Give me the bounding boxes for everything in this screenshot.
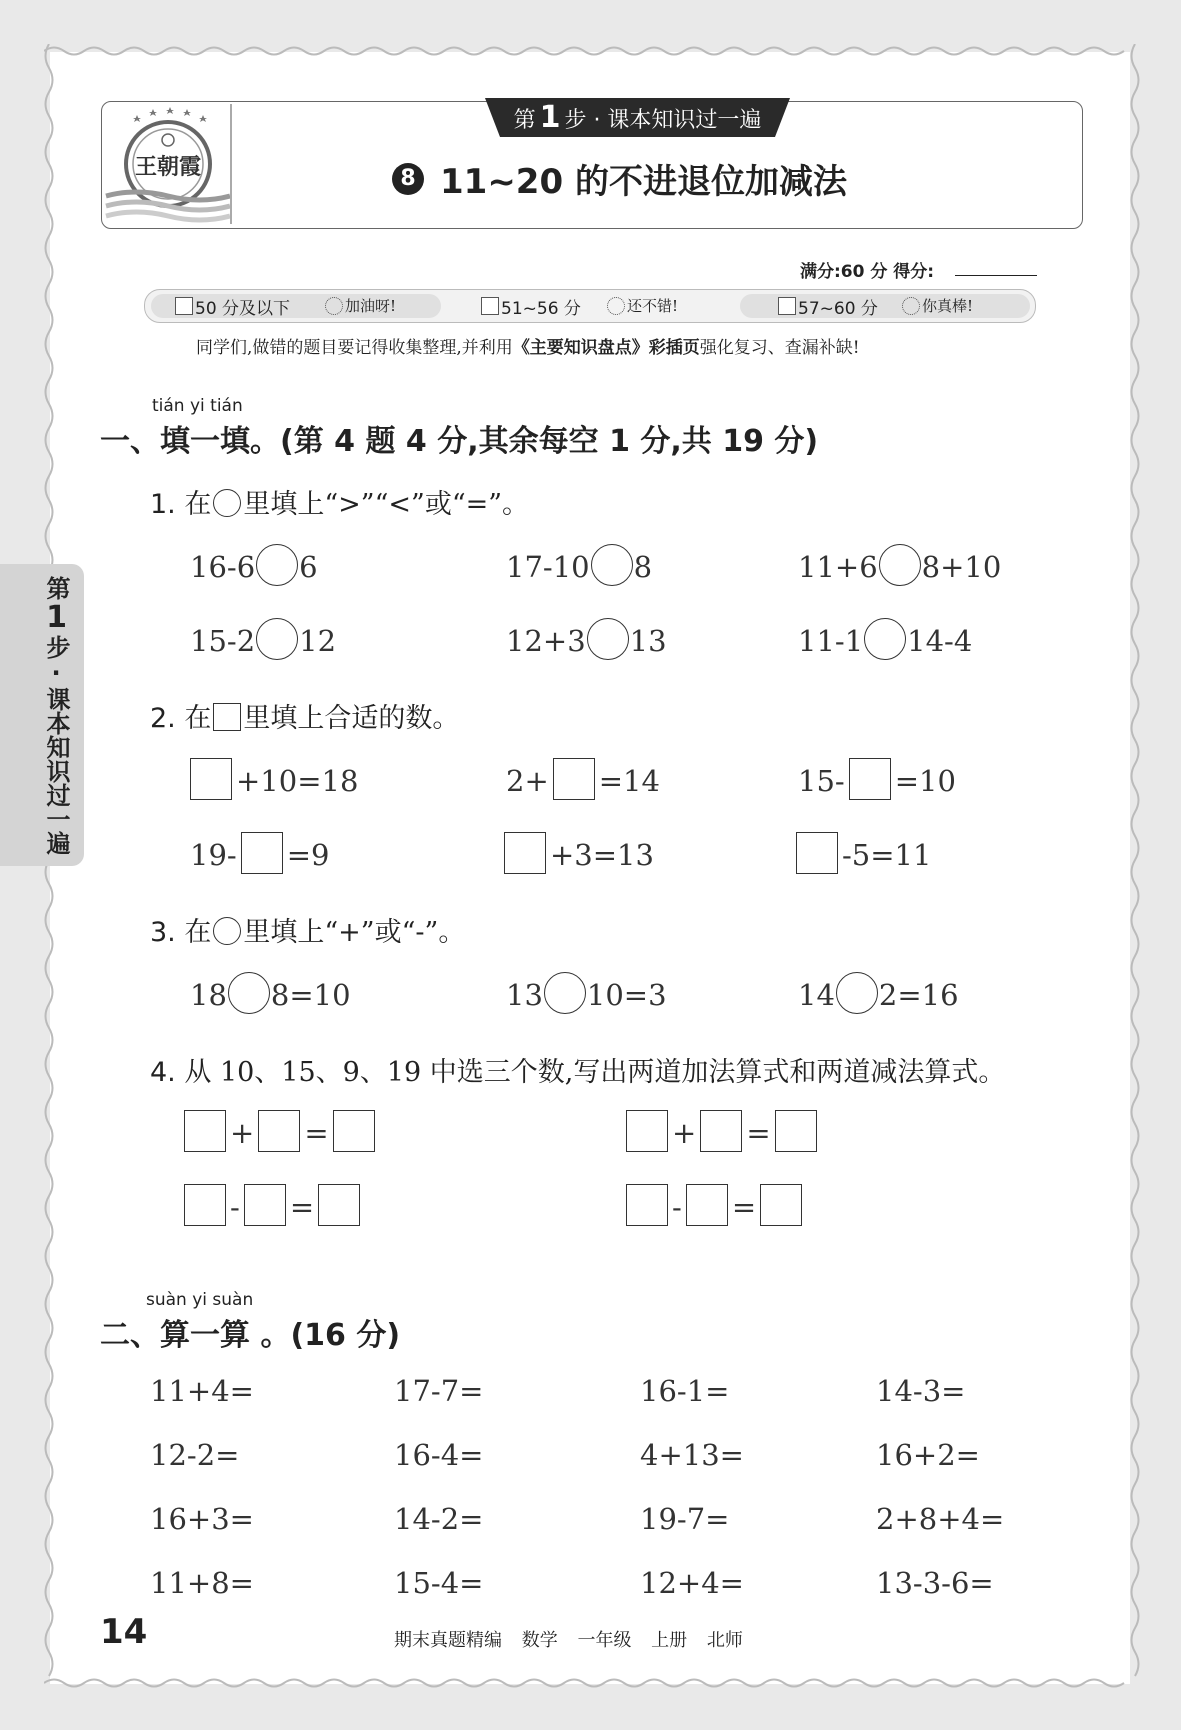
answer-box[interactable] [686, 1184, 728, 1226]
answer-circle[interactable] [228, 972, 270, 1014]
calc-item: 13-3-6= [876, 1566, 994, 1600]
q3-item-2: 13 10=3 [506, 976, 667, 1018]
answer-circle[interactable] [864, 618, 906, 660]
answer-box[interactable] [258, 1110, 300, 1152]
footer-text: 期末真题精编 数学 一年级 上册 北师 [394, 1630, 743, 1651]
circle-icon [213, 489, 241, 517]
rating-range-3: 57~60 分 [798, 299, 878, 319]
calc-item: 14-3= [876, 1374, 966, 1408]
calc-item: 15-4= [394, 1566, 484, 1600]
calc-item: 4+13= [640, 1438, 744, 1472]
q2-item-1: +10=18 [186, 762, 358, 804]
answer-box[interactable] [318, 1184, 360, 1226]
smiley-icon [902, 297, 920, 315]
answer-box[interactable] [241, 832, 283, 874]
calc-item: 16-1= [640, 1374, 730, 1408]
calc-item: 12+4= [640, 1566, 744, 1600]
answer-box[interactable] [333, 1110, 375, 1152]
q2-item-2: 2+ =14 [506, 762, 660, 804]
answer-box[interactable] [760, 1184, 802, 1226]
q2-item-3: 15- =10 [798, 762, 956, 804]
calc-item: 16-4= [394, 1438, 484, 1472]
q2-item-6: -5=11 [792, 836, 931, 878]
calc-item: 11+4= [150, 1374, 254, 1408]
answer-circle[interactable] [544, 972, 586, 1014]
logo-text: 王朝霞 [134, 154, 202, 180]
q1-item-3: 11+6 8+10 [798, 548, 1001, 590]
q2-item-4: 19- =9 [190, 836, 329, 878]
square-icon [213, 703, 241, 731]
rating-bar [144, 289, 1036, 323]
section-2-pinyin: suàn yi suàn [146, 1290, 254, 1310]
answer-box[interactable] [244, 1184, 286, 1226]
wavy-border-left [42, 44, 56, 1690]
rating-checkbox-1[interactable] [175, 297, 193, 315]
page-title: 11~20 的不进退位加减法 [440, 162, 847, 202]
smiley-icon [607, 297, 625, 315]
calc-item: 12-2= [150, 1438, 240, 1472]
answer-circle[interactable] [256, 618, 298, 660]
calc-item: 19-7= [640, 1502, 730, 1536]
rating-comment-1: 加油呀! [345, 297, 397, 315]
section-2-title: 二、算一算 。(16 分) [100, 1318, 401, 1353]
q3-item-3: 14 2=16 [798, 976, 959, 1018]
rating-comment-2: 还不错! [627, 297, 679, 315]
question-3: 3. 在 里填上“+”或“-”。 [150, 917, 466, 948]
header-divider [230, 104, 232, 224]
answer-box[interactable] [700, 1110, 742, 1152]
section-1-title: 一、填一填。(第 4 题 4 分,其余每空 1 分,共 19 分) [100, 424, 819, 459]
answer-circle[interactable] [836, 972, 878, 1014]
q1-item-6: 11-1 14-4 [798, 622, 972, 664]
calc-item: 16+3= [150, 1502, 254, 1536]
q2-item-5: +3=13 [500, 836, 654, 878]
wavy-border-bottom [44, 1676, 1136, 1690]
answer-circle[interactable] [591, 544, 633, 586]
answer-box[interactable] [190, 758, 232, 800]
q4-addition-2: + = [622, 1114, 821, 1156]
answer-circle[interactable] [256, 544, 298, 586]
rating-checkbox-2[interactable] [481, 297, 499, 315]
section-1-pinyin: tián yi tián [152, 396, 243, 416]
answer-box[interactable] [184, 1184, 226, 1226]
q4-subtraction-2: - = [622, 1188, 806, 1230]
q1-item-5: 12+3 13 [506, 622, 667, 664]
q1-item-4: 15-2 12 [190, 622, 336, 664]
wavy-border-right [1128, 44, 1142, 1690]
answer-box[interactable] [775, 1110, 817, 1152]
answer-box[interactable] [626, 1184, 668, 1226]
step-label: 第 1 步 · 课本知识过一遍 [513, 100, 762, 135]
score-blank[interactable] [955, 275, 1037, 276]
calc-item: 14-2= [394, 1502, 484, 1536]
score-label: 满分:60 分 得分: [800, 262, 935, 282]
rating-comment-3: 你真棒! [922, 297, 974, 315]
calc-item: 11+8= [150, 1566, 254, 1600]
answer-box[interactable] [796, 832, 838, 874]
question-2: 2. 在 里填上合适的数。 [150, 703, 460, 734]
q1-item-2: 17-10 8 [506, 548, 652, 590]
calc-item: 2+8+4= [876, 1502, 1005, 1536]
brand-logo [104, 104, 230, 224]
side-step-label: 第1步·课本知识过一遍 [39, 576, 74, 855]
smiley-icon [325, 297, 343, 315]
q4-subtraction-1: - = [180, 1188, 364, 1230]
q1-item-1: 16-6 6 [190, 548, 318, 590]
rating-range-2: 51~56 分 [501, 299, 581, 319]
lesson-number-badge: 8 [392, 163, 424, 195]
notice-text: 同学们,做错的题目要记得收集整理,并利用《主要知识盘点》彩插页强化复习、查漏补缺! [196, 338, 860, 358]
answer-box[interactable] [849, 758, 891, 800]
answer-box[interactable] [626, 1110, 668, 1152]
q4-addition-1: + = [180, 1114, 379, 1156]
rating-checkbox-3[interactable] [778, 297, 796, 315]
answer-box[interactable] [184, 1110, 226, 1152]
circle-icon [213, 917, 241, 945]
rating-range-1: 50 分及以下 [195, 299, 291, 319]
answer-circle[interactable] [587, 618, 629, 660]
calc-item: 17-7= [394, 1374, 484, 1408]
calc-item: 16+2= [876, 1438, 980, 1472]
page-number: 14 [100, 1612, 148, 1652]
answer-box[interactable] [553, 758, 595, 800]
answer-circle[interactable] [879, 544, 921, 586]
answer-box[interactable] [504, 832, 546, 874]
q3-item-1: 18 8=10 [190, 976, 351, 1018]
question-4: 4. 从 10、15、9、19 中选三个数,写出两道加法算式和两道减法算式。 [150, 1057, 1006, 1088]
question-1: 1. 在 里填上“>”“<”或“=”。 [150, 489, 530, 520]
wavy-border-top [44, 44, 1136, 58]
